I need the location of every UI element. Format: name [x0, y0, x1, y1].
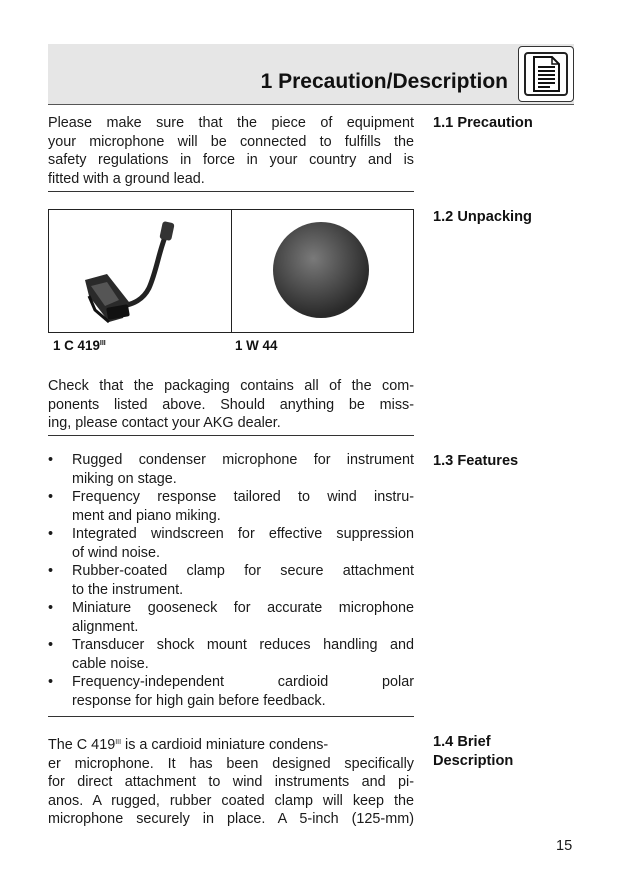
product-images — [48, 209, 414, 333]
list-item: • Transducer shock mount reduces handling and cable noise. — [48, 637, 414, 672]
description-paragraph — [48, 734, 414, 829]
list-item: • Miniature gooseneck for accurate microphone alignment. — [48, 600, 414, 635]
document-icon-graphic — [524, 52, 568, 96]
text-line: for direct attachment to wind instruments and pi- — [48, 774, 414, 791]
text-line: anos. A rugged, rubber coated clamp will keep the — [48, 792, 414, 809]
page-number: 15 — [556, 838, 573, 854]
caption-w44: 1 W 44 — [235, 338, 278, 353]
section-header — [48, 44, 574, 105]
text-line: safety regulations in force in your country and is — [48, 152, 414, 169]
heading-description: 1.4 Brief Description — [433, 734, 514, 769]
divider — [48, 716, 414, 717]
divider — [48, 191, 414, 192]
caption-c419: 1 C $419^{III}$ — [53, 338, 106, 353]
heading-unpacking: 1.2 Unpacking — [433, 209, 532, 225]
precaution-paragraph — [48, 114, 414, 188]
text-line: The C $419^{III}$ is a cardioid miniature condens- — [48, 737, 329, 753]
text-line: your microphone will be connected to fulfills the — [48, 133, 414, 150]
list-item: • Integrated windscreen for effective suppression of wind noise. — [48, 526, 414, 561]
page-title: 1 Precaution/Description — [260, 70, 508, 93]
text-line: ponents listed above. Should anything be miss- — [48, 396, 414, 413]
windscreen-image — [232, 210, 414, 332]
divider — [48, 435, 414, 436]
microphone-image — [49, 210, 231, 332]
list-item: • Rubber-coated clamp for secure attachment to the instrument. — [48, 563, 414, 598]
text-line: Check that the packaging contains all of the com- — [48, 378, 414, 394]
heading-precaution: 1.1 Precaution — [433, 115, 533, 131]
features-list — [48, 451, 414, 710]
text-line: Please make sure that the piece of equipment — [48, 115, 414, 131]
document-icon — [518, 46, 574, 102]
list-item: • Frequency-independent cardioid polar response for high gain before feedback. — [48, 674, 414, 709]
text-line: microphone securely in place. A 5-inch (125-mm) — [48, 811, 414, 828]
text-line: fitted with a ground lead. — [48, 170, 205, 187]
list-item: • Rugged condenser microphone for instrument miking on stage. — [48, 452, 414, 487]
list-item: • Frequency response tailored to wind instru- ment and piano miking. — [48, 489, 414, 524]
text-line: ing, please contact your AKG dealer. — [48, 415, 281, 432]
unpacking-paragraph — [48, 377, 414, 433]
heading-features: 1.3 Features — [433, 453, 519, 469]
text-line: er microphone. It has been designed specifically — [48, 755, 414, 772]
